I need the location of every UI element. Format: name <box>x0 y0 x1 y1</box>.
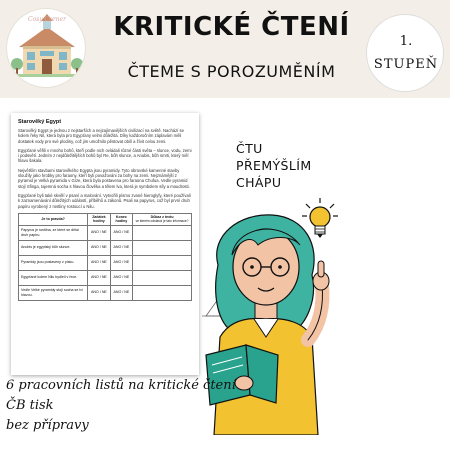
table-cell-statement: Vedle Velké pyramidy stojí socha se lví hlavou. <box>19 285 88 300</box>
table-cell-answer: ANO / NE <box>110 255 132 270</box>
step-read: ČTU <box>236 141 263 156</box>
table-cell-statement: Pyramidy jsou postaveny z písku. <box>19 255 88 270</box>
table-cell-evidence <box>133 255 192 270</box>
table-row <box>19 255 192 270</box>
table-cell-answer: ANO / NE <box>110 270 132 285</box>
worksheet-title: Starověký Egypt <box>18 119 62 125</box>
table-cell-answer: ANO / NE <box>88 255 110 270</box>
evidence-header: Důkaz z textu <box>150 214 174 219</box>
table-cell-evidence <box>133 270 192 285</box>
worksheet-preview <box>11 113 199 375</box>
table-cell-answer: ANO / NE <box>110 225 132 240</box>
table-header-row <box>19 213 192 225</box>
table-header: Konec hodiny <box>110 213 132 225</box>
table-cell-answer: ANO / NE <box>88 240 110 255</box>
table-cell-evidence <box>133 240 192 255</box>
logo-text: Cosy Corner <box>28 16 66 23</box>
evidence-hint: ve kterém odstavci je tato informace? <box>135 219 189 224</box>
step-understand: CHÁPU <box>236 175 282 190</box>
table-cell-evidence <box>133 225 192 240</box>
page-subtitle: ČTEME S POROZUMĚNÍM <box>127 62 336 81</box>
logo <box>6 8 86 88</box>
table-cell-answer: ANO / NE <box>110 240 132 255</box>
worksheet-paragraph: Egypťané věřili v mnoho bohů, kteří podle nich ovládali různé části světa – slunce, vodu, zemi i podsvětí. Jedním z nejdůležitějších bohů byl Re, bůh slunce, a Anubis, bůh smrti, který měl hlavu šakala. <box>18 147 192 164</box>
table-cell-evidence <box>133 285 192 300</box>
footer-line-worksheets: 6 pracovních listů na kritické čtení <box>6 378 236 393</box>
table-header: Je to pravda? <box>19 213 88 225</box>
step-think: PŘEMÝŠLÍM <box>236 158 312 173</box>
girl-reading-illustration <box>200 205 346 435</box>
reading-steps <box>236 140 312 191</box>
table-cell-statement: Egypťané kolem Nilu bydleli v řece. <box>19 270 88 285</box>
table-cell-statement: Papyrus je rostlina, ze které se dělal druh papíru. <box>19 225 88 240</box>
table-header <box>133 213 192 225</box>
worksheet-paragraph: Starověký Egypt je jednou z nejstarších a nejzajímavějších civilizací na světě. Nachází se kolem řeky Nil, která byla pro Egypťany velmi důležitá. Díky každoročním záplavám měli dostatek vody pro své plodiny, což jim umožnilo pěstovat obilí a žívit celou zemi. <box>18 128 184 144</box>
table-cell-answer: ANO / NE <box>88 270 110 285</box>
table-row <box>19 240 192 255</box>
table-cell-answer: ANO / NE <box>88 285 110 300</box>
table-cell-answer: ANO / NE <box>88 225 110 240</box>
table-cell-statement: Anubis je egyptský bůh slunce. <box>19 240 88 255</box>
footer-line-print: ČB tisk <box>6 398 54 413</box>
worksheet-paragraph: Egypťané byli také skvělí v psaní a malování. Vytvořili písmo zvané hieroglyfy, které používali k zaznamenávání důležitých událostí, příběhů a zákonů. Psali na papyrus, což byl první druh papíru vyrobený z rostliny rostoucí u Nilu. <box>18 192 191 209</box>
grade-number: 1. <box>399 34 413 49</box>
table-header: Začátek hodiny <box>88 213 110 225</box>
grade-label: STUPEŇ <box>373 57 439 72</box>
page-title: KRITICKÉ ČTENÍ <box>113 12 350 42</box>
true-false-table <box>18 213 192 301</box>
table-row <box>19 225 192 240</box>
table-row <box>19 270 192 285</box>
table-cell-answer: ANO / NE <box>110 285 132 300</box>
worksheet-paragraph: Největším stavbami starověkého Egypta jsou pyramidy. Tyto obrovské kamenné stavby sloužily jako hrobky pro faraony, kteří byli považováni za bohy na zemi. Nejznámější z pyramid je Velká pyramida v Gíze, která byla postavena pro faraona Chufua. Vedle pyramid stojí Sfinga, tajemná socha s hlavou člověka a tělem lva, která je symbolem síly a moudrosti. <box>18 167 190 189</box>
table-row <box>19 285 192 300</box>
grade-badge <box>366 14 444 92</box>
footer-line-prep: bez přípravy <box>6 418 89 433</box>
